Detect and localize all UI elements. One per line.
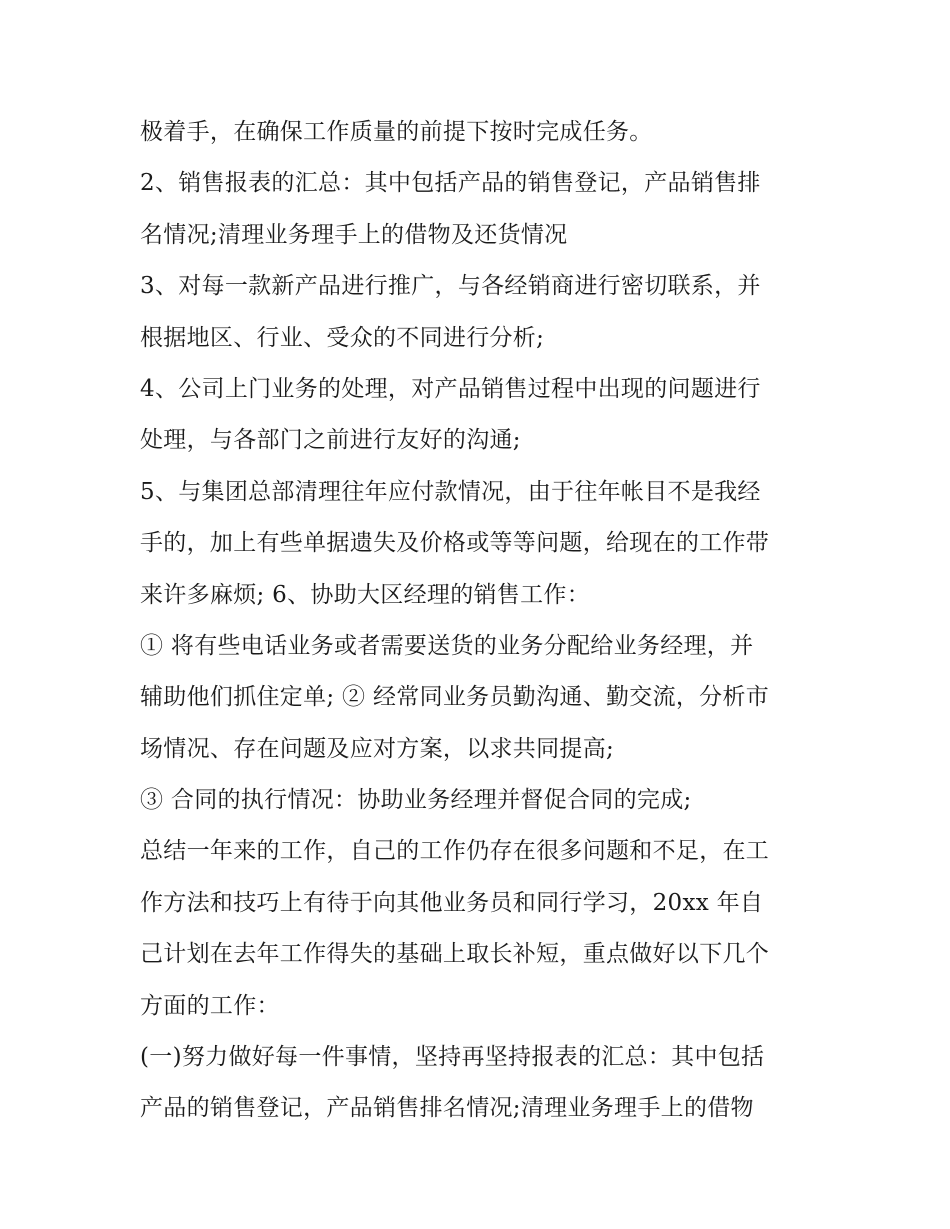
text-line: 己计划在去年工作得失的基础上取长补短，重点做好以下几个 [140,941,770,968]
text-line: 4、公司上门业务的处理，对产品销售过程中出现的问题进行 [140,375,761,402]
text-line: 3、对每一款新产品进行推广，与各经销商进行密切联系，并 [140,273,761,300]
text-line: ① 将有些电话业务或者需要送货的业务分配给业务经理，并 [140,632,754,659]
document-body [140,107,830,1135]
text-line: 作方法和技巧上有待于向其他业务员和同行学习，20xx 年自 [140,889,764,916]
text-line: 来许多麻烦; 6、协助大区经理的销售工作： [140,581,590,608]
text-line: 辅助他们抓住定单; ② 经常同业务员勤沟通、勤交流，分析市 [140,684,770,711]
text-line: 2、销售报表的汇总：其中包括产品的销售登记，产品销售排 [140,170,761,197]
text-line: 根据地区、行业、受众的不同进行分析; [140,324,545,351]
text-line: 名情况;清理业务理手上的借物及还货情况 [140,221,568,248]
text-line: ③ 合同的执行情况：协助业务经理并督促合同的完成; [140,787,692,814]
text-line: (一)努力做好每一件事情，坚持再坚持报表的汇总：其中包括 [140,1044,765,1071]
text-line: 产品的销售登记，产品销售排名情况;清理业务理手上的借物 [140,1095,754,1122]
text-line: 处理，与各部门之前进行友好的沟通; [140,427,521,454]
text-line: 手的，加上有些单据遗失及价格或等等问题，给现在的工作带 [140,530,770,557]
text-line: 场情况、存在问题及应对方案，以求共同提高; [140,735,615,762]
text-line: 极着手，在确保工作质量的前提下按时完成任务。 [140,119,653,145]
text-line: 总结一年来的工作，自己的工作仍存在很多问题和不足，在工 [140,838,770,865]
text-line: 方面的工作： [140,992,280,1019]
text-line: 5、与集团总部清理往年应付款情况，由于往年帐目不是我经 [140,478,761,505]
